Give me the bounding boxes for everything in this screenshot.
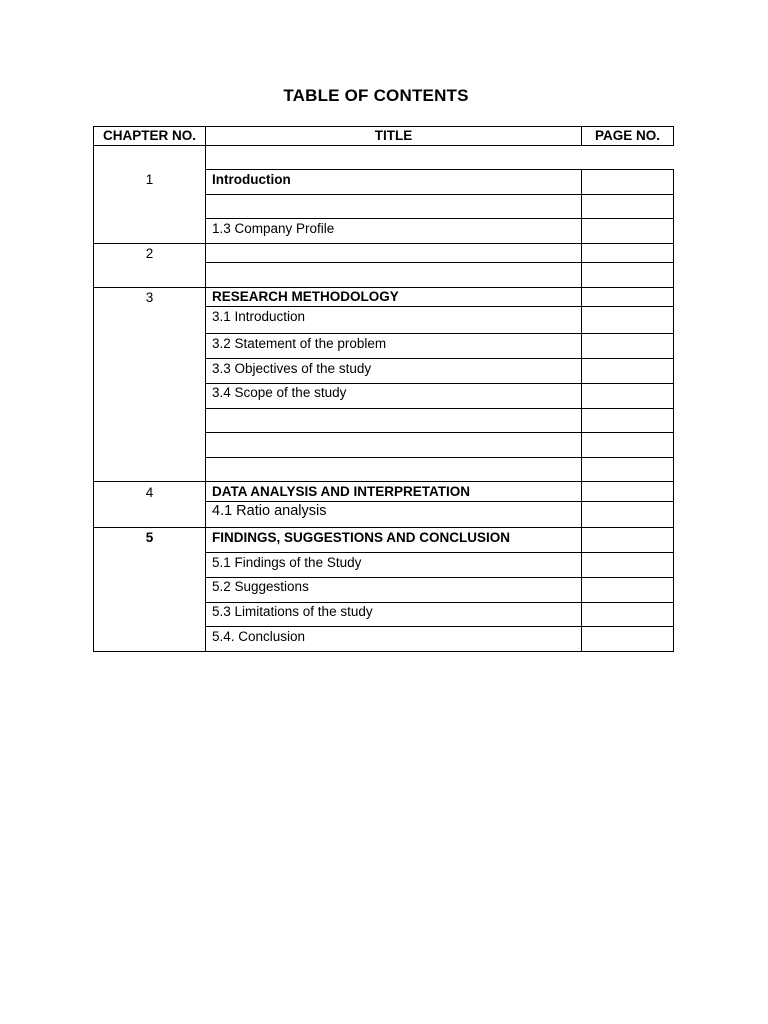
row-rule [205, 383, 674, 384]
column-divider [205, 126, 206, 652]
chapter-number: 4 [145, 485, 154, 500]
section-title: 5.3 Limitations of the study [212, 604, 373, 619]
chapter-rule [93, 243, 674, 244]
header-page-no: PAGE NO. [594, 128, 660, 143]
section-title: 3.3 Objectives of the study [212, 361, 372, 376]
header-title: TITLE [374, 128, 413, 143]
table-border-right [673, 126, 674, 146]
table-border-top [93, 126, 674, 127]
row-rule [205, 552, 674, 553]
page-title: TABLE OF CONTENTS [283, 86, 469, 105]
table-border-bottom [93, 651, 674, 652]
section-title: 5.1 Findings of the Study [212, 555, 362, 570]
chapter-rule [93, 481, 674, 482]
chapter-title: FINDINGS, SUGGESTIONS AND CONCLUSION [212, 530, 511, 545]
row-rule [205, 577, 674, 578]
section-title: 3.1 Introduction [212, 309, 306, 324]
row-rule [205, 602, 674, 603]
section-title: 5.2 Suggestions [212, 579, 309, 594]
column-divider [581, 169, 582, 652]
table-border-right [673, 169, 674, 652]
section-title: 1.3 Company Profile [212, 221, 335, 236]
chapter-rule [93, 527, 674, 528]
row-rule [205, 432, 674, 433]
section-title: 4.1 Ratio analysis [212, 503, 327, 519]
row-rule [205, 457, 674, 458]
row-rule [205, 358, 674, 359]
header-bottom-rule [93, 145, 674, 146]
chapter-title: RESEARCH METHODOLOGY [212, 289, 399, 304]
section-title: 3.4 Scope of the study [212, 385, 347, 400]
row-rule [205, 194, 674, 195]
chapter-title: Introduction [212, 172, 291, 187]
table-border-left [93, 126, 94, 652]
row-rule [205, 262, 674, 263]
row-rule [205, 306, 674, 307]
chapter-title: DATA ANALYSIS AND INTERPRETATION [212, 484, 471, 499]
row-rule [205, 626, 674, 627]
row-rule [205, 501, 674, 502]
row-rule [205, 218, 674, 219]
row-rule [205, 169, 674, 170]
chapter-rule [93, 287, 674, 288]
row-rule [205, 408, 674, 409]
section-title: 3.2 Statement of the problem [212, 336, 387, 351]
chapter-number: 1 [145, 172, 154, 187]
chapter-number: 3 [145, 290, 154, 305]
row-rule [205, 333, 674, 334]
header-chapter-no: CHAPTER NO. [102, 128, 196, 143]
section-title: 5.4. Conclusion [212, 629, 306, 644]
chapter-number: 5 [145, 530, 154, 545]
chapter-number: 2 [145, 246, 154, 261]
